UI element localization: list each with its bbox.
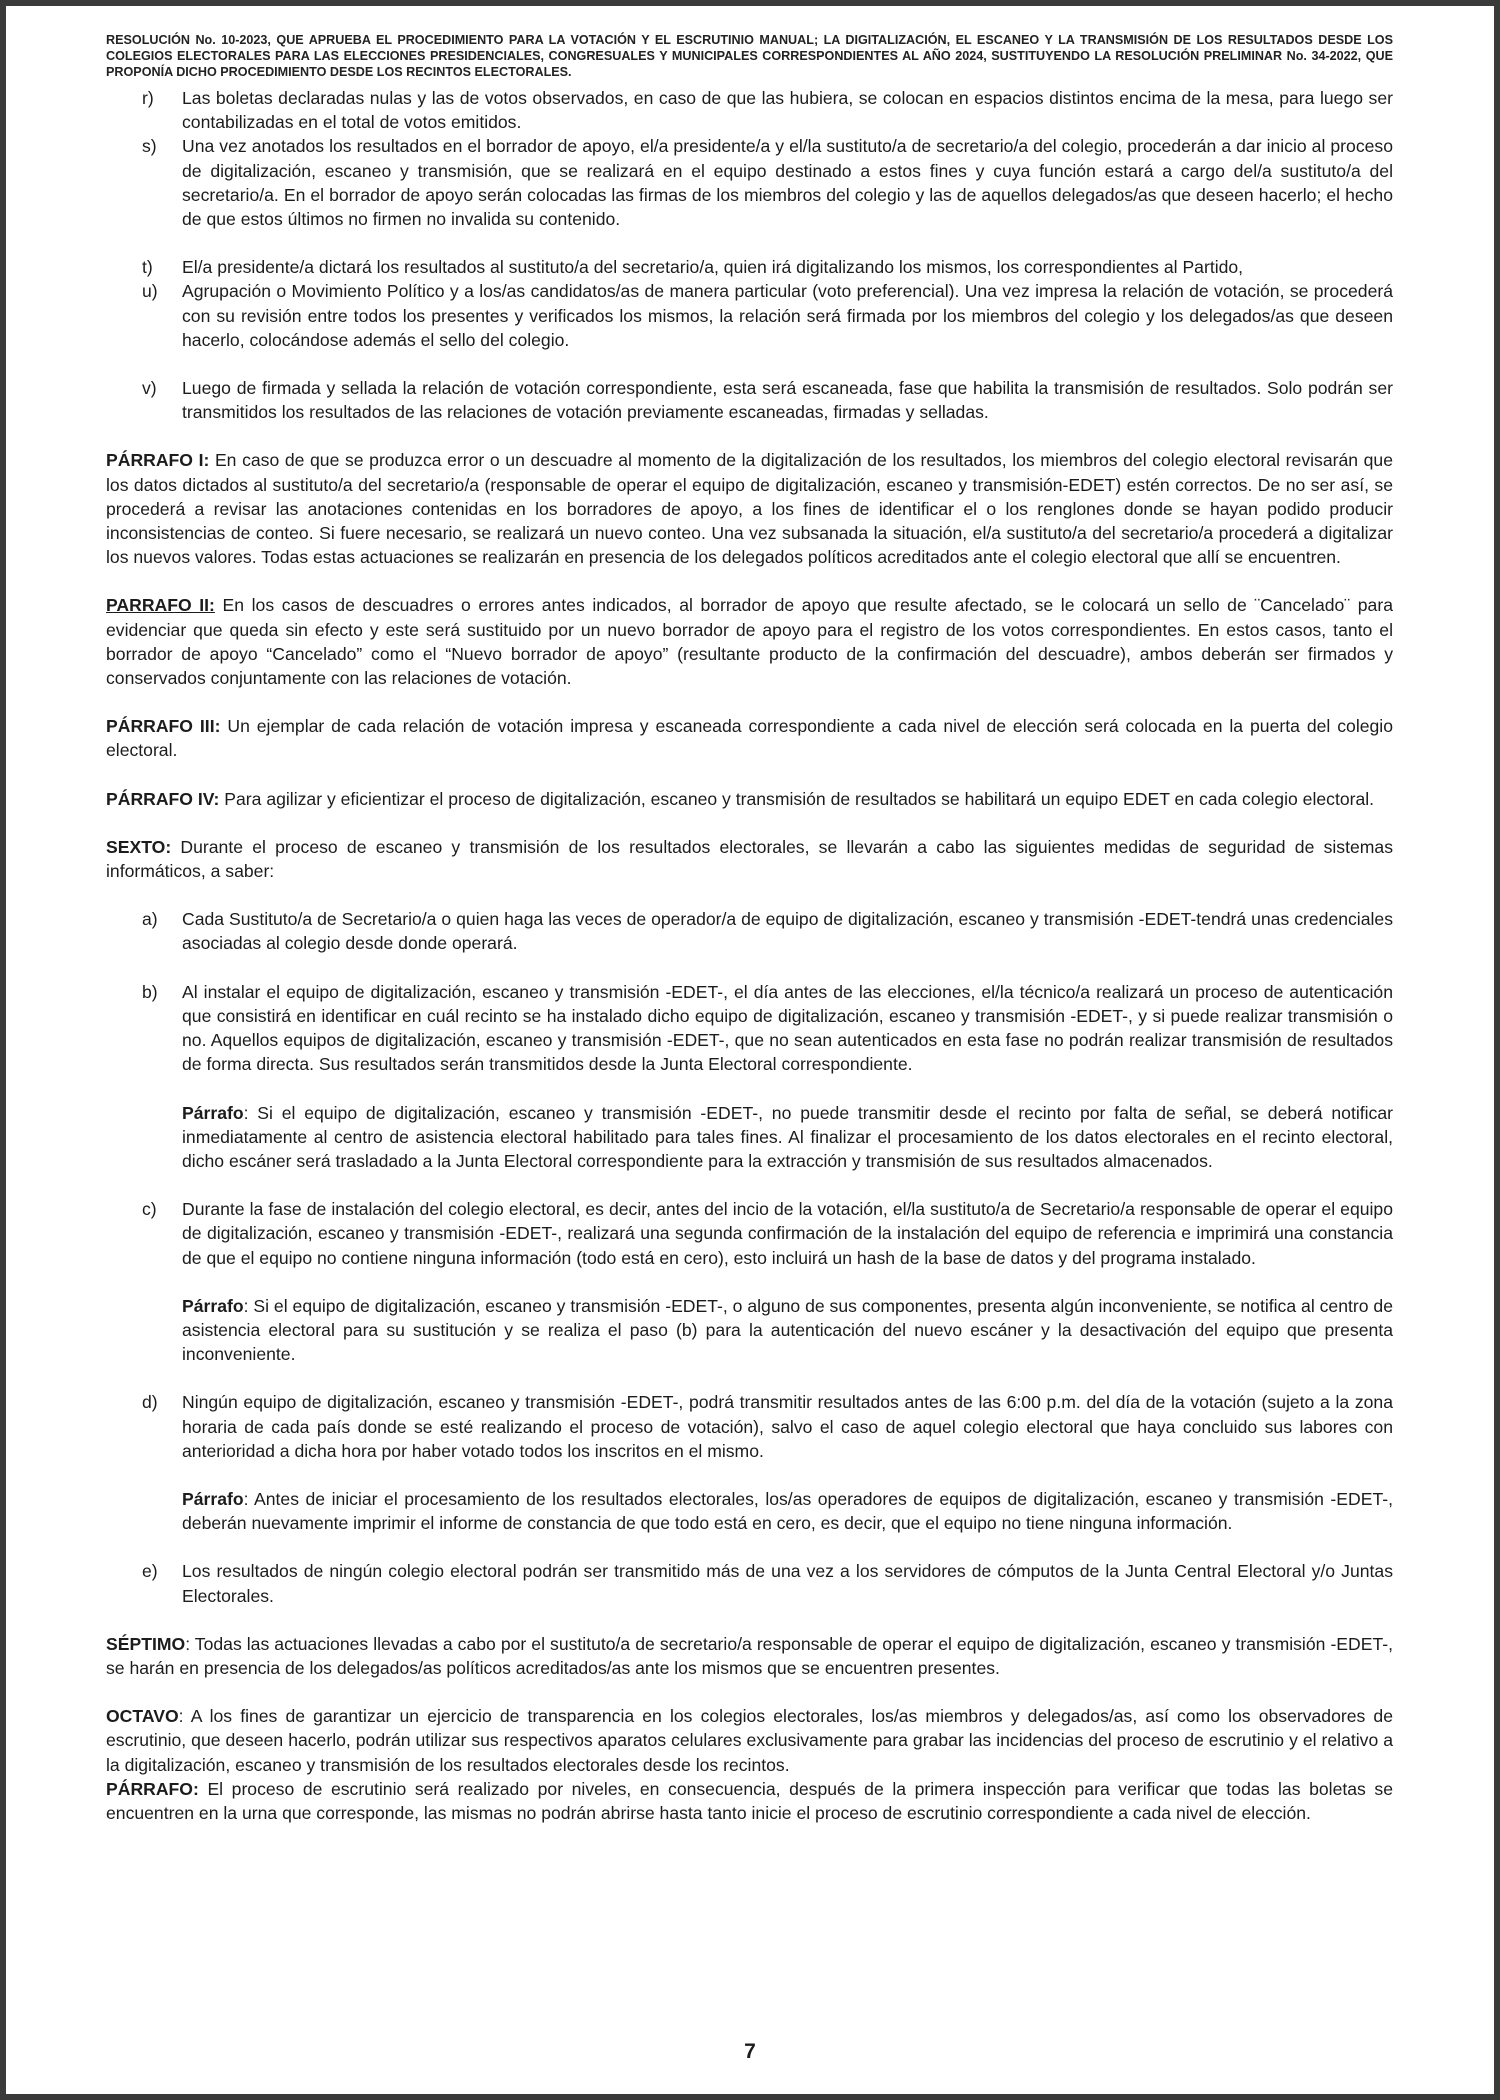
sexto-item-a xyxy=(106,907,1393,955)
parrafo-label: Párrafo xyxy=(182,1295,244,1316)
parrafo-text: El proceso de escrutinio será realizado por niveles, en consecuencia, después de la primera inspección para verificar que todas las boletas se encuentren en la urna que corresponde, las mismas no podrán abrirse hasta tanto inicie el proceso de escrutinio correspondiente a cada nivel de elección. xyxy=(106,1778,1393,1823)
article-label: SÉPTIMO xyxy=(106,1633,186,1654)
item-label: u) xyxy=(142,281,158,302)
article-sexto xyxy=(106,835,1393,883)
list-item-t xyxy=(106,255,1393,279)
sexto-item-b xyxy=(106,980,1393,1077)
list-item-s xyxy=(106,134,1393,231)
parrafo-text: Un ejemplar de cada relación de votación impresa y escaneada correspondiente a cada nivel de elección será colocada en la puerta del colegio electoral. xyxy=(106,716,1393,761)
item-label: r) xyxy=(142,88,154,108)
parrafo-text: Para agilizar y eficientizar el proceso de digitalización, escaneo y transmisión de resultados se habilitará un equipo EDET en cada colegio electoral. xyxy=(219,788,1375,809)
item-text: El/a presidente/a dictará los resultados al sustituto/a del secretario/a, quien irá digitalizando los mismos, los correspondientes al Partido, xyxy=(182,257,1244,278)
item-text: Agrupación o Movimiento Político y a los/as candidatos/as de manera particular (voto preferencial). Una vez impresa la relación de votación, se procederá con su revisión entre todos los presentes y verificados los mismos, la relación será firmada por los miembros del colegio y los delegados/as que deseen hacerlo, colocándose además el sello del colegio. xyxy=(182,281,1393,350)
octavo-parrafo xyxy=(106,1777,1393,1825)
parrafo-label: Párrafo xyxy=(182,1102,244,1123)
document-body xyxy=(106,86,1393,1825)
parrafo-iii xyxy=(106,714,1393,762)
item-text: Una vez anotados los resultados en el borrador de apoyo, el/a presidente/a y el/la sustituto/a de secretario/a del colegio, procederán a dar inicio al proceso de digitalización, escaneo y transmisión, que se realizará en el equipo destinado a estos fines y cuya función estará a cargo del/a sustituto/a del secretario/a. En el borrador de apoyo serán colocadas las firmas de los miembros del colegio y las de aquellos delegados/as que deseen hacerlo; el hecho de que estos últimos no firmen no invalida su contenido. xyxy=(182,136,1393,230)
resolution-header: RESOLUCIÓN No. 10-2023, QUE APRUEBA EL PROCEDIMIENTO PARA LA VOTACIÓN Y EL ESCRUTINIO MANUAL; LA DIGITALIZACIÓN, EL ESCANEO Y LA TRANSMISIÓN DE LOS RESULTADOS DESDE LOS COLEGIOS ELECTORALES PARA LAS ELECCIONES PRESIDENCIALES, CONGRESUALES Y MUNICIPALES CORRESPONDIENTES AL AÑO 2024, SUSTITUYENDO LA RESOLUCIÓN PRELIMINAR No. 34-2022, QUE PROPONÍA DICHO PROCEDIMIENTO DESDE LOS RECINTOS ELECTORALES. xyxy=(106,33,1393,79)
item-label: d) xyxy=(142,1392,158,1413)
sexto-item-c xyxy=(106,1197,1393,1270)
document-page xyxy=(6,6,1494,2094)
item-text: Ningún equipo de digitalización, escaneo y transmisión -EDET-, podrá transmitir resultados antes de las 6:00 p.m. del día de la votación (sujeto a la zona horaria de cada país donde se esté realizando el proceso de votación), salvo el caso de aquel colegio electoral que haya concluido sus labores con anterioridad a dicha hora por haber votado todos los inscritos en el mismo. xyxy=(182,1392,1393,1461)
page-number: 7 xyxy=(744,2040,756,2063)
parrafo-iv xyxy=(106,787,1393,811)
item-label: s) xyxy=(142,136,157,157)
item-label: c) xyxy=(142,1199,157,1220)
item-label: t) xyxy=(142,257,153,278)
item-label: a) xyxy=(142,909,158,930)
list-item-u xyxy=(106,279,1393,352)
parrafo-ii xyxy=(106,593,1393,690)
item-text: Luego de firmada y sellada la relación de votación correspondiente, esta será escaneada, fase que habilita la transmisión de resultados. Solo podrán ser transmitidos los resultados de las relaciones de votación previamente escaneadas, firmadas y selladas. xyxy=(182,378,1393,423)
parrafo-text: : Si el equipo de digitalización, escaneo y transmisión -EDET-, o alguno de sus componentes, presenta algún inconveniente, se notifica al centro de asistencia electoral para su sustitución y se realiza el paso (b) para la autenticación del nuevo escáner y la desactivación del equipo que presenta inconveniente. xyxy=(182,1295,1393,1365)
item-text: Al instalar el equipo de digitalización, escaneo y transmisión -EDET-, el día antes de las elecciones, el/la técnico/a realizará un proceso de autenticación que consistirá en identificar en cuál recinto se ha instalado dicho equipo de digitalización, escaneo y transmisión -EDET-, y si puede realizar transmisión o no. Aquellos equipos de digitalización, escaneo y transmisión -EDET-, que no sean autenticados en esta fase no podrán realizar transmisión de resultados de forma directa. Sus resultados serán transmitidos desde la Junta Electoral correspondiente. xyxy=(182,981,1393,1075)
item-text: Cada Sustituto/a de Secretario/a o quien haga las veces de operador/a de equipo de digitalización, escaneo y transmisión -EDET-tendrá unas credenciales asociadas al colegio desde donde operará. xyxy=(182,909,1393,954)
sexto-item-b-parrafo xyxy=(106,1101,1393,1174)
item-label: b) xyxy=(142,981,158,1002)
article-septimo xyxy=(106,1632,1393,1680)
parrafo-text: En caso de que se produzca error o un descuadre al momento de la digitalización de los resultados, los miembros del colegio electoral revisarán que los datos dictados al sustituto/a del secretario/a (responsable de operar el equipo de digitalización, escaneo y transmisión-EDET) estén correctos. De no ser así, se procederá a revisar las anotaciones contenidas en los borradores de apoyo, a los fines de identificar el o los renglones donde se hayan podido producir inconsistencias de conteo. Si fuere necesario, se realizará un nuevo conteo. Una vez subsanada la situación, el/a sustituto/a del secretario/a procederá a digitalizar los nuevos valores. Todas estas actuaciones se realizarán en presencia de los delegados políticos acreditados ante el colegio electoral que allí se encuentren. xyxy=(106,450,1394,568)
sexto-item-d xyxy=(106,1390,1393,1463)
parrafo-text: : Antes de iniciar el procesamiento de los resultados electorales, los/as operadores de equipos de digitalización, escaneo y transmisión -EDET-, deberán nuevamente imprimir el informe de constancia de que todo está en cero, es decir, que el equipo no tiene ninguna información. xyxy=(182,1488,1393,1534)
parrafo-text: En los casos de descuadres o errores antes indicados, al borrador de apoyo que resulte afectado, se le colocará un sello de ¨Cancelado¨ para evidenciar que queda sin efecto y este será sustituido por un nuevo borrador de apoyo para el registro de los votos correspondientes. En estos casos, tanto el borrador de apoyo “Cancelado” como el “Nuevo borrador de apoyo” (resultante producto de la confirmación del descuadre), ambos deberán ser firmados y conservados conjuntamente con las relaciones de votación. xyxy=(106,595,1393,689)
parrafo-text: : Si el equipo de digitalización, escaneo y transmisión -EDET-, no puede transmitir desde el recinto por falta de señal, se deberá notificar inmediatamente al centro de asistencia electoral habilitado para tales fines. Al finalizar el procesamiento de los datos electorales en el recinto electoral, dicho escáner será trasladado a la Junta Electoral correspondiente para la extracción y transmisión de sus resultados almacenados. xyxy=(182,1102,1393,1171)
sexto-item-e xyxy=(106,1559,1393,1607)
list-item-r xyxy=(106,86,1393,134)
article-label: SEXTO: xyxy=(106,836,172,857)
parrafo-label: Párrafo xyxy=(182,1488,244,1509)
item-text: Los resultados de ningún colegio electoral podrán ser transmitido más de una vez a los servidores de cómputos de la Junta Central Electoral y/o Juntas Electorales. xyxy=(182,1561,1393,1606)
article-text: : Todas las actuaciones llevadas a cabo por el sustituto/a de secretario/a responsable de operar el equipo de digitalización, escaneo y transmisión -EDET-, se harán en presencia de los delegados/as políticos acreditados/as ante los mismos que se encuentren presentes. xyxy=(106,1633,1393,1678)
article-text: Durante el proceso de escaneo y transmisión de los resultados electorales, se llevarán a cabo las siguientes medidas de seguridad de sistemas informáticos, a saber: xyxy=(106,836,1393,882)
parrafo-label: PARRAFO II: xyxy=(106,595,215,616)
parrafo-label: PÁRRAFO III: xyxy=(106,716,221,737)
article-octavo xyxy=(106,1704,1393,1777)
parrafo-label: PÁRRAFO: xyxy=(106,1778,199,1799)
article-text: : A los fines de garantizar un ejercicio de transparencia en los colegios electorales, los/as miembros y delegados/as, así como los observadores de escrutinio, que deseen hacerlo, podrán utilizar sus respectivos aparatos celulares exclusivamente para grabar las incidencias del proceso de escrutinio y el relativo a la digitalización, escaneo y transmisión de los resultados electorales desde los recintos. xyxy=(106,1706,1393,1775)
list-item-v xyxy=(106,376,1393,424)
item-label: e) xyxy=(142,1561,158,1582)
parrafo-label: PÁRRAFO IV: xyxy=(106,788,220,809)
article-label: OCTAVO xyxy=(106,1706,179,1727)
item-text: Las boletas declaradas nulas y las de votos observados, en caso de que las hubiera, se colocan en espacios distintos encima de la mesa, para luego ser contabilizadas en el total de votos emitidos. xyxy=(182,88,1393,133)
item-text: Durante la fase de instalación del colegio electoral, es decir, antes del incio de la votación, el/la sustituto/a de Secretario/a responsable de operar el equipo de digitalización, escaneo y transmisión -EDET-, realizará una segunda confirmación de la instalación del equipo de referencia e imprimirá una constancia de que el equipo no contiene ninguna información (todo está en cero), esto incluirá un hash de la base de datos y del programa instalado. xyxy=(182,1199,1393,1268)
item-label: v) xyxy=(142,378,157,399)
sexto-item-c-parrafo xyxy=(106,1294,1393,1367)
sexto-item-d-parrafo xyxy=(106,1487,1393,1535)
parrafo-i xyxy=(106,448,1393,569)
parrafo-label: PÁRRAFO I: xyxy=(106,450,210,471)
